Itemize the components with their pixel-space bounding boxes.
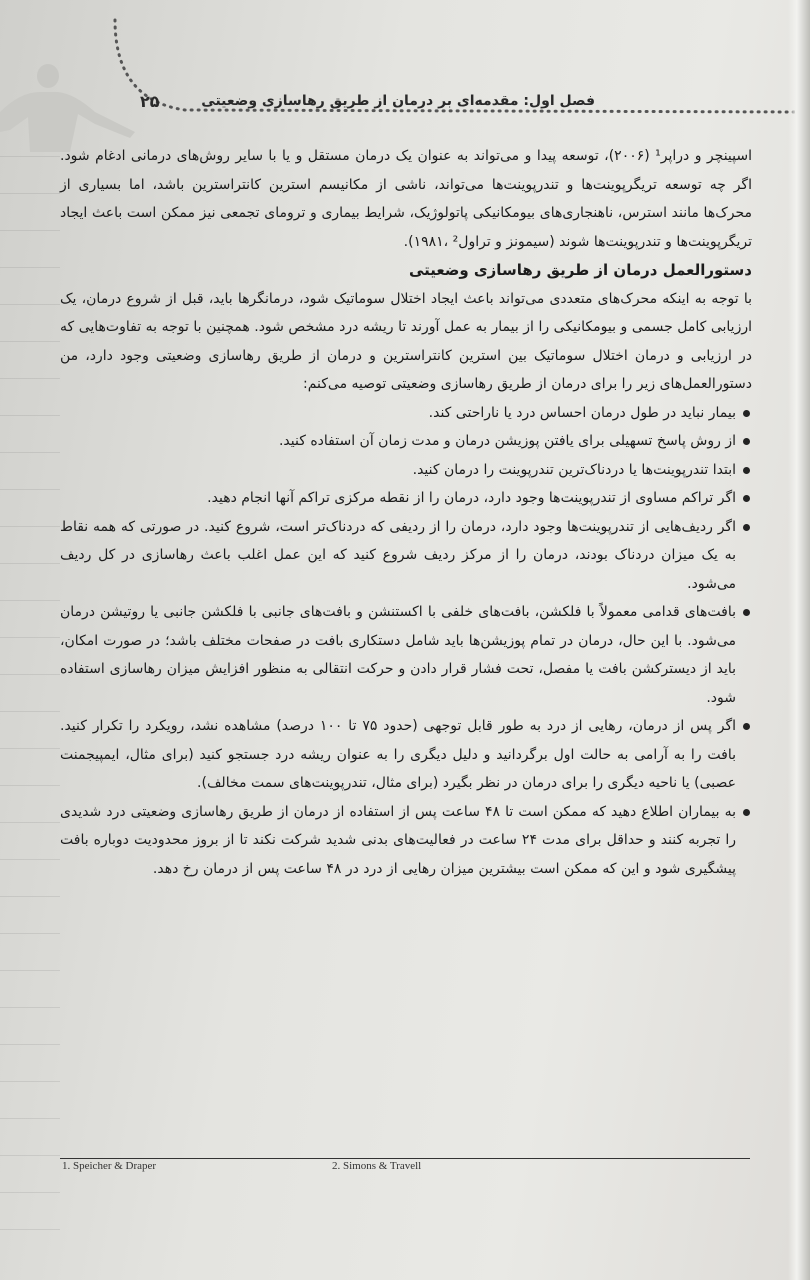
main-text	[60, 142, 752, 883]
footnote-divider	[60, 1158, 750, 1159]
bullet-item: به بیماران اطلاع دهید که ممکن است تا ۴۸ ساعت پس از استفاده از درمان از طریق رهاسازی وضعیتی درد شدیدی را تجربه کنند و حداقل برای مدت ۲۴ ساعت در فعالیت‌های بدنی شدید شرکت نکند تا از بروز محدودیت دوباره بافت پیشگیری شود و این که ممکن است بیشترین میزان رهایی از درد در ۴۸ ساعت پس از درمان رخ دهد.	[60, 798, 752, 884]
bullet-item: اگر پس از درمان، رهایی از درد به طور قابل توجهی (حدود ۷۵ تا ۱۰۰ درصد) مشاهده نشد، رویکرد را تکرار کنید. بافت را به آرامی به حالت اول برگردانید و دلیل دیگری را به عنوان ریشه درد جستجو کنید (برای مثال، ایمپیجمنت عصبی) یا ناحیه دیگری را برای درمان در نظر بگیرد (برای مثال، تندرپوینت‌های سمت مخالف).	[60, 712, 752, 798]
section-paragraph: با توجه به اینکه محرک‌های متعددی می‌تواند باعث ایجاد اختلال سوماتیک شود، درمانگرها باید، قبل از شروع درمان، یک ارزیابی کامل جسمی و بیومکانیکی را از بیمار به عمل آورند تا ریشه درد مشخص شود. همچنین با توجه به تفاوت‌هایی که در ارزیابی و درمان اختلال سوماتیک بین استرین کانتراسترین و درمان از طریق رهاسازی وضعیتی وجود دارد، من دستورالعمل‌های زیر را برای درمان از طریق رهاسازی وضعیتی توصیه می‌کنم:	[60, 290, 752, 392]
bullet-item: اگر ردیف‌هایی از تندرپوینت‌ها وجود دارد، درمان را از ردیفی که دردناک‌تر است، شروع کنید. در صورتی که همه نقاط به یک میزان دردناک بودند، درمان را از مرکز ردیف شروع کنید که این عمل اغلب باعث رهاسازی در کل ردیف می‌شود.	[60, 513, 752, 599]
footnote-1: 1. Speicher & Draper	[62, 1160, 157, 1172]
page-edge-shadow	[788, 0, 810, 1280]
chapter-title: فصل اول: مقدمه‌ای بر درمان از طریق رهاسازی وضعیتی	[201, 93, 595, 109]
page-header	[140, 86, 595, 116]
footnote-2: 2. Simons & Travell	[332, 1160, 422, 1172]
bullet-item: بافت‌های قدامی معمولاً با فلکشن، بافت‌های خلفی با اکستنشن و بافت‌های جانبی با فلکشن جانبی یا روتیشن درمان می‌شود. با این حال، درمان در تمام پوزیشن‌ها باید شامل دستکاری بافت در صفحات مختلف باشد؛ در صورت امکان، باید از دیسترکشن بافت یا مفصل، تحت فشار قرار دادن و حرکت انتقالی به منظور افزایش میزان رهاسازی استفاده شود.	[60, 598, 752, 712]
bullet-item: از روش پاسخ تسهیلی برای یافتن پوزیشن درمان و مدت زمان آن استفاده کنید.	[60, 427, 752, 456]
bullet-item: اگر تراکم مساوی از تندرپوینت‌ها وجود دارد، درمان را از نقطه مرکزی تراکم آنها انجام دهید.	[60, 484, 752, 513]
section-title: دستورالعمل درمان از طریق رهاسازی وضعیتی	[409, 261, 752, 279]
bullet-item: بیمار نباید در طول درمان احساس درد یا ناراحتی کند.	[60, 399, 752, 428]
page-number: ۲۵	[140, 91, 160, 111]
bullet-item: ابتدا تندرپوینت‌ها یا دردناک‌ترین تندرپوینت را درمان کنید.	[60, 456, 752, 485]
margin-lines	[0, 120, 60, 1250]
intro-paragraph: اسپینچر و دراپر¹ (۲۰۰۶)، توسعه پیدا و می‌تواند به عنوان یک درمان مستقل و یا با سایر روش‌های درمانی ادغام شود. اگر چه توسعه تریگرپوینت‌ها و تندرپوینت‌ها می‌تواند، ناشی از مکانیسم استرین کانتراسترین باشد، اما بسیاری از محرک‌ها مانند استرس، ناهنجاری‌های بیومکانیکی پاتولوژیک، شرایط بیماری و تروما‌ی تجمعی نیز ممکن است باعث ایجاد تریگرپوینت‌ها و تندرپوینت‌ها شوند (سیمونز و تراول² ،۱۹۸۱).	[60, 148, 752, 250]
